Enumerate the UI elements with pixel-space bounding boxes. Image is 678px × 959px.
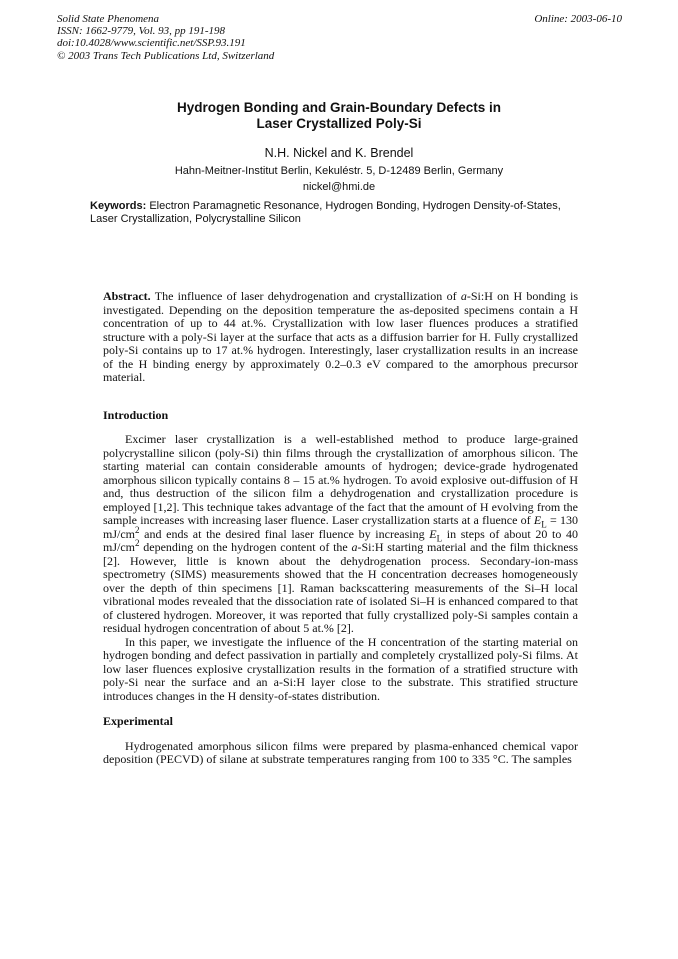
introduction-paragraph-1: Excimer laser crystallization is a well-established method to produce large-grained polycrystalline silicon (poly-Si) thin films through the crystallization of amorphous silicon. The starting material can contain considerable amounts of hydrogen; device-grade hydrogenated amorphous silicon typically contains 8 – 15 at.% hydrogen. To avoid explosive out-diffusion of H and, thus destruction of the silicon film a dehydrogenation and crystallization procedure is employed [1,2]. This technique takes advantage of the fact that the amount of H evolving from the sample increases with increasing laser fluence. Laser crystallization starts at a fluence of $E_L = 130$ $mJ/cm^2$ and ends at the desired final laser fluence by increasing $E_L$ in steps of about 20 to 40 $mJ/cm^2$ depending on the hydrogen content of the a-Si:H starting material and the film thickness [2]. However, little is known about the dehydrogenation process. Secondary-ion-mass spectrometry (SIMS) measurements showed that the H concentration decreases homogeneously over the depth of thin specimens [1]. Raman backscattering measurements of the Si–H local vibrational modes revealed that the dissociation rate of isolated Si–H is enhanced compared to that of clustered hydrogen. Moreover, it was reported that fully crystallized poly-Si samples contain a residual hydrogen concentration of about 5 at.% [2].: [103, 432, 578, 635]
online-date: Online: 2003-06-10: [534, 13, 622, 25]
journal-header: [57, 13, 622, 62]
keywords-list: Electron Paramagnetic Resonance, Hydrogen Bonding, Hydrogen Density-of-States, Laser Crystallization, Polycrystalline Silicon: [90, 200, 561, 225]
publication-info: [57, 13, 274, 62]
abstract-paragraph: [103, 290, 578, 385]
paper-title: Hydrogen Bonding and Grain-Boundary Defects in Laser Crystallized Poly-Si: [176, 100, 502, 131]
issn-volume-pages: ISSN: 1662-9779, Vol. 93, pp 191-198: [57, 25, 226, 38]
copyright: © 2003 Trans Tech Publications Ltd, Switzerland: [57, 49, 275, 62]
introduction-paragraph-2: In this paper, we investigate the influence of the H concentration of the starting material on hydrogen bonding and defect passivation in partially and completely crystallized poly-Si films. At low laser fluences explosive crystallization results in the formation of a stratified structure with poly-Si near the surface and an a-Si:H layer close to the substrate. This stratified structure introduces changes in the H density-of-states distribution.: [103, 634, 578, 703]
abstract-text: The influence of laser dehydrogenation and crystallization of a-Si:H on H bonding is investigated. Depending on the deposition temperature the as-deposited specimens contain a H concentration of up to 44 at.%. Crystallization with low laser fluences produces a stratified structure with a poly-Si layer at the surface that acts as a diffusion barrier for H. Fully crystallized poly-Si contains up to 17 at.% hydrogen. Interestingly, laser crystallization results in an increase of the H binding energy by approximately 0.2–0.3 eV compared to the amorphous precursor material.: [103, 289, 579, 384]
title-block: [0, 100, 678, 193]
experimental-paragraph-1: Hydrogenated amorphous silicon films were prepared by plasma-enhanced chemical vapor deposition (PECVD) of silane at substrate temperatures ranging from 100 to 335 °C. The samples: [103, 738, 578, 766]
journal-name: Solid State Phenomena: [57, 13, 160, 25]
section-heading-experimental: Experimental: [103, 714, 173, 728]
article-body: [103, 290, 578, 767]
keywords-label: Keywords:: [90, 200, 147, 212]
section-heading-introduction: Introduction: [103, 407, 169, 422]
abstract-label: Abstract.: [103, 289, 151, 303]
doi: doi:10.4028/www.scientific.net/SSP.93.191: [57, 37, 246, 50]
affiliation: Hahn-Meitner-Institut Berlin, Kekuléstr. 5, D-12489 Berlin, Germany: [174, 165, 504, 177]
authors: N.H. Nickel and K. Brendel: [264, 146, 414, 160]
keywords-block: [90, 200, 586, 225]
author-email: nickel@hmi.de: [302, 181, 376, 193]
